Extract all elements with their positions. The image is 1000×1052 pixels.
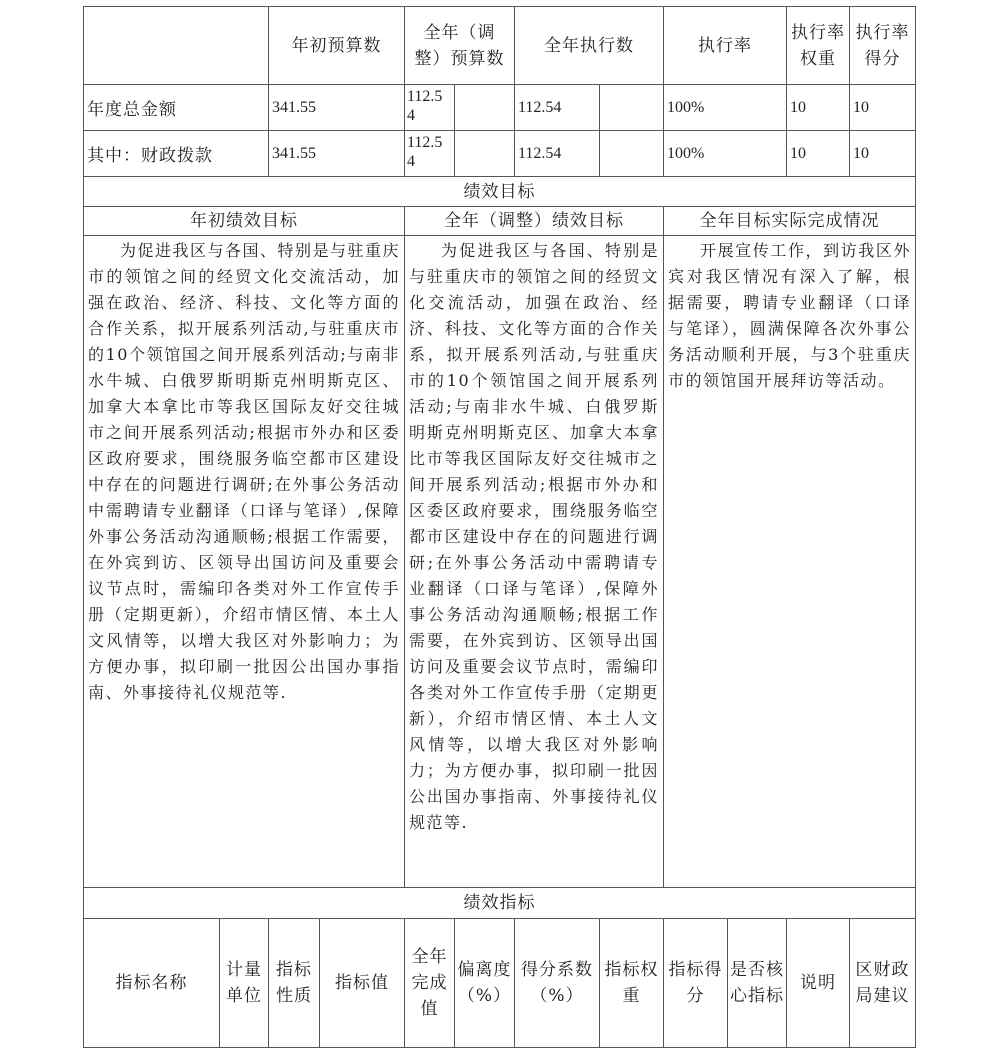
cell-rate-score: 10: [853, 98, 869, 116]
row-label-total: 年度总金额: [87, 100, 177, 120]
ind-header-score: 指标得 分: [668, 960, 723, 1006]
header-executed: 全年执行数: [544, 35, 634, 56]
cell-initial-budget: 341.55: [272, 144, 316, 162]
goals-text-initial: 为促进我区与各国、特别是与驻重庆市的领馆之间的经贸文化交流活动，加强在政治、经济、科技、文化等方面的合作关系，拟开展系列活动,与驻重庆市的10个领馆国之间开展系列活动;与南非水牛城、白俄罗斯明斯克州明斯克区、加拿大本拿比市等我区国际友好交往城市之间开展系列活动;根据市外办和区委区政府要求，围绕服务临空都市区建设中存在的问题进行调研;在外事公务活动中需聘请专业翻译（口译与笔译）,保障外事公务活动沟通顺畅;根据工作需要，在外宾到访、区领导出国访问及重要会议节点时，需编印各类对外工作宣传手册（定期更新），介绍市情区情、本土人文风情等，以增大我区对外影响力；为方便办事，拟印刷一批因公出国办事指南、外事接待礼仪规范等.: [88, 241, 401, 702]
goals-col-initial: 年初绩效目标: [190, 211, 298, 231]
cell-rate-weight: 10: [790, 144, 806, 162]
ind-header-finance-advice: 区财政 局建议: [855, 960, 910, 1006]
header-rate-score: 执行率 得分: [855, 22, 910, 69]
indicators-section-title: 绩效指标: [463, 893, 536, 913]
goals-col-adjusted: 全年（调整）绩效目标: [444, 211, 624, 231]
cell-executed: 112.54: [518, 98, 562, 116]
cell-executed: 112.54: [518, 144, 562, 162]
goals-section-title: 绩效目标: [463, 181, 536, 202]
cell-adjusted-budget: 112.5 4: [407, 88, 443, 124]
goals-text-actual: 开展宣传工作，到访我区外宾对我区情况有深入了解，根据需要，聘请专业翻译（口译与笔译），圆满保障各次外事公务活动顺利开展，与3个驻重庆市的领馆国开展拜访等活动。: [668, 241, 911, 390]
cell-exec-rate: 100%: [667, 98, 705, 116]
ind-header-coefficient: 得分系数 （%）: [521, 960, 593, 1006]
ind-header-name: 指标名称: [115, 973, 188, 993]
goals-col-actual: 全年目标实际完成情况: [699, 211, 880, 231]
ind-header-core: 是否核 心指标: [730, 960, 784, 1006]
goals-text-adjusted: 为促进我区与各国、特别是与驻重庆市的领馆之间的经贸文化交流活动，加强在政治、经济、科技、文化等方面的合作关系，拟开展系列活动,与驻重庆市的10个领馆国之间开展系列活动;与南非水牛城、白俄罗斯明斯克州明斯克区、加拿大本拿比市等我区国际友好交往城市之间开展系列活动;根据市外办和区委区政府要求，围绕服务临空都市区建设中存在的问题进行调研;在外事公务活动中需聘请专业翻译（口译与笔译）,保障外事公务活动沟通顺畅;根据工作需要，在外宾到访、区领导出国访问及重要会议节点时，需编印各类对外工作宣传手册（定期更新），介绍市情区情、本土人文风情等，以增大我区对外影响力；为方便办事，拟印刷一批因公出国办事指南、外事接待礼仪规范等.: [409, 241, 659, 832]
header-empty-cell: [84, 7, 268, 84]
header-rate-weight: 执行率 权重: [791, 22, 845, 69]
col-divider: [454, 84, 455, 176]
cell-adjusted-budget: 112.5 4: [407, 134, 443, 170]
ind-header-value: 指标值: [335, 973, 389, 993]
ind-header-note: 说明: [800, 973, 836, 993]
cell-rate-score: 10: [853, 144, 869, 162]
col-divider: [599, 84, 600, 176]
row-label-fiscal: 其中：财政拨款: [87, 146, 213, 166]
ind-header-weight: 指标权 重: [604, 960, 659, 1006]
header-initial-budget: 年初预算数: [291, 35, 382, 56]
ind-header-completed: 全年 完成 值: [411, 947, 448, 1019]
cell-exec-rate: 100%: [667, 144, 705, 162]
header-adjusted-budget: 全年（调 整）预算数: [414, 22, 505, 69]
ind-header-deviation: 偏离度 （%）: [457, 960, 512, 1006]
cell-rate-weight: 10: [790, 98, 806, 116]
table-border-right: [915, 6, 916, 1048]
ind-header-unit: 计量 单位: [226, 960, 262, 1006]
table-border-bottom: [83, 1047, 916, 1048]
cell-initial-budget: 341.55: [272, 98, 316, 116]
header-exec-rate: 执行率: [698, 35, 752, 56]
ind-header-nature: 指标 性质: [276, 960, 312, 1006]
